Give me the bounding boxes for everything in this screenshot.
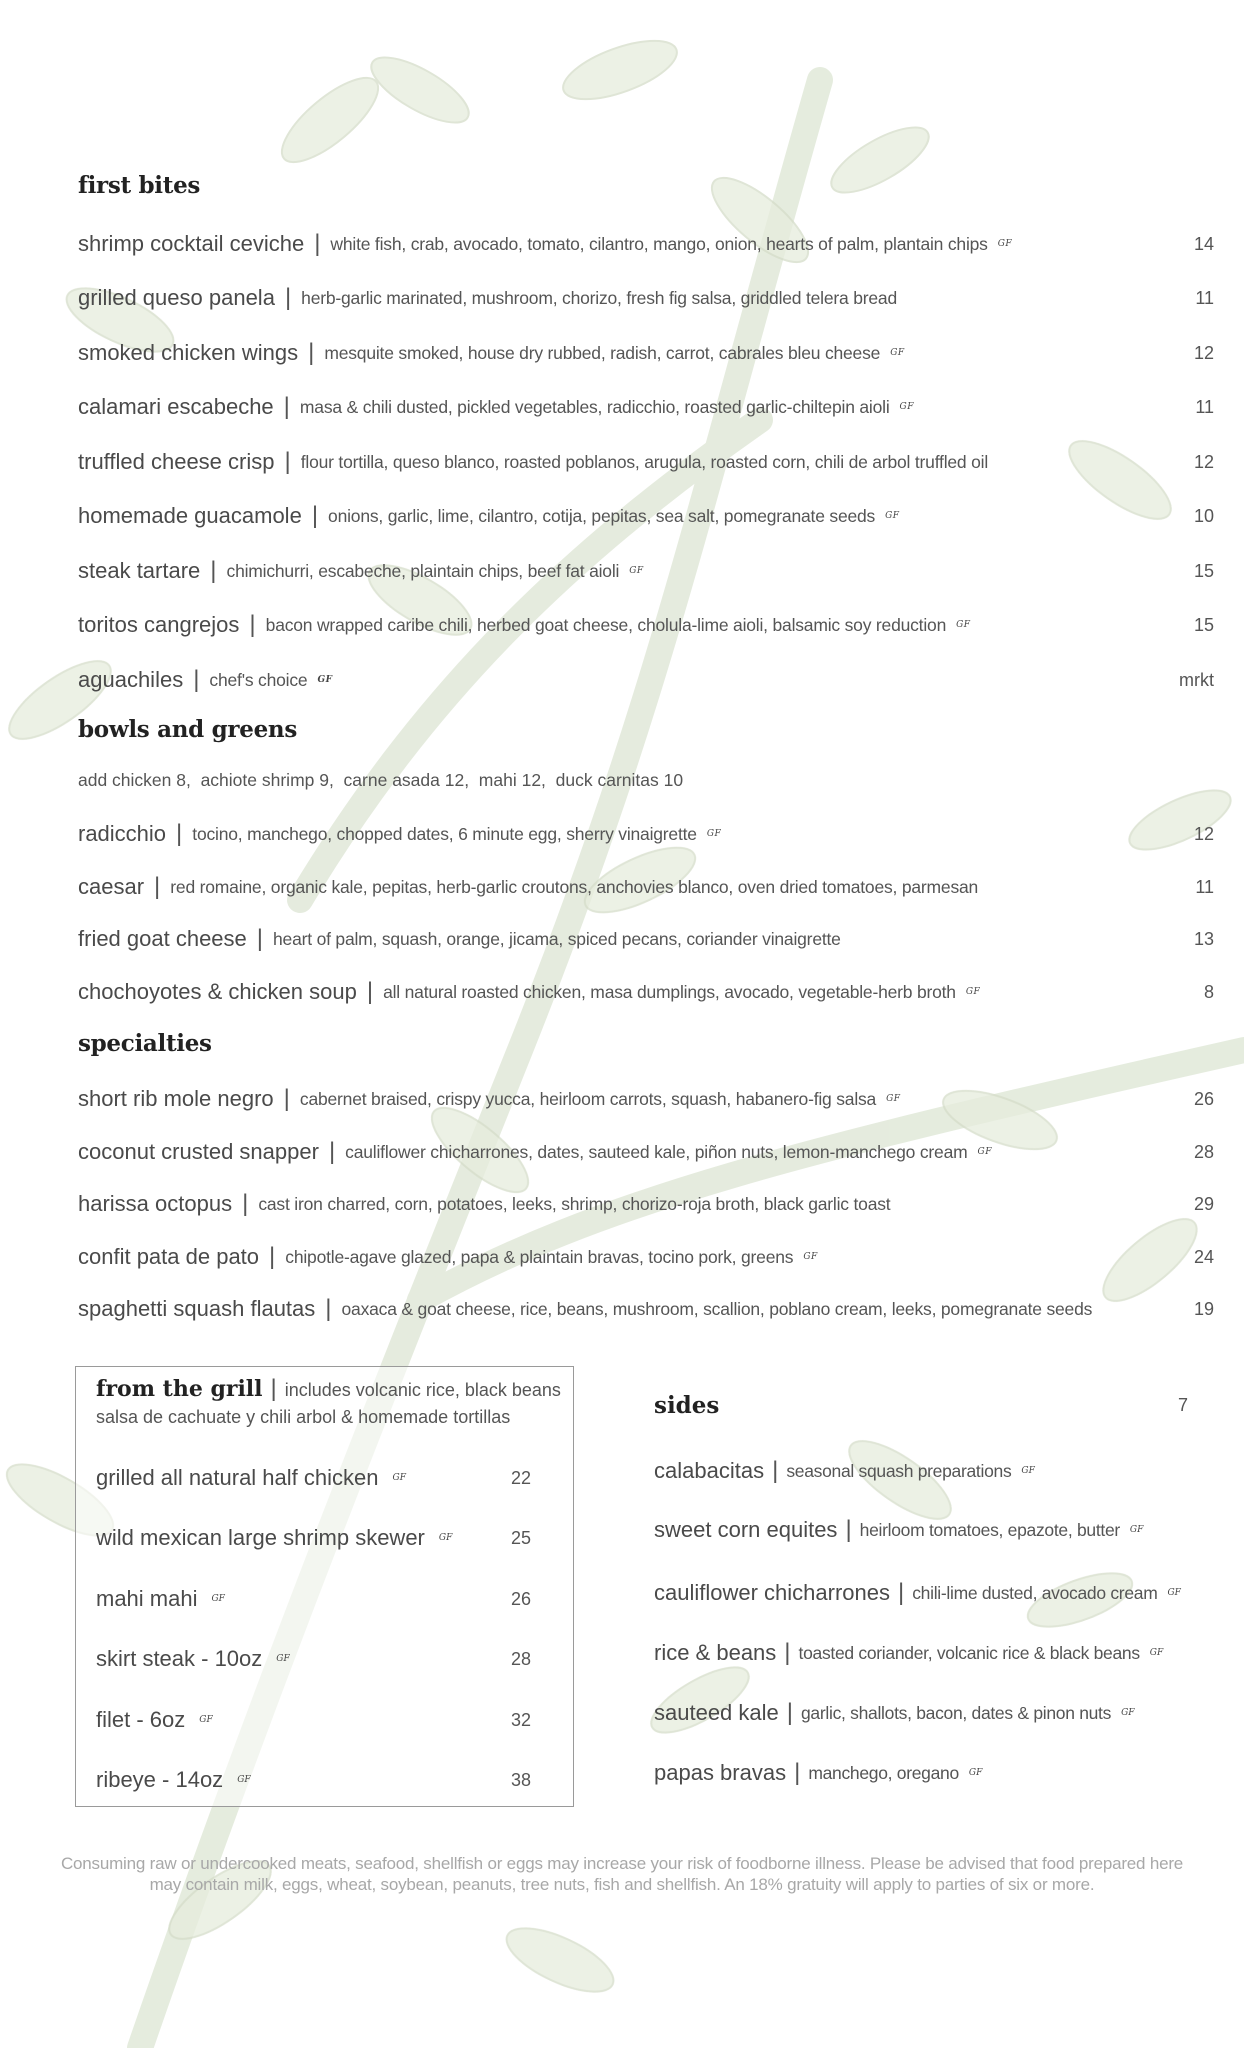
item-price: 28 bbox=[1193, 1141, 1214, 1162]
item-price: 12 bbox=[1193, 823, 1214, 844]
item-price: 15 bbox=[1193, 614, 1214, 635]
sides-heading: sides bbox=[654, 1392, 720, 1419]
item-price: 24 bbox=[1193, 1246, 1214, 1267]
item-description: chimichurri, escabeche, plaintain chips, beef fat aioli bbox=[226, 560, 620, 581]
menu-item bbox=[78, 335, 1214, 371]
item-description: manchego, oregano bbox=[808, 1762, 959, 1783]
gluten-free-mark: GF bbox=[956, 620, 971, 630]
grill-header bbox=[96, 1375, 561, 1403]
item-name: caesar bbox=[78, 874, 145, 899]
item-price: 14 bbox=[1193, 233, 1214, 254]
item-name: cauliflower chicharrones bbox=[654, 1580, 890, 1605]
item-description: chef's choice bbox=[209, 669, 308, 690]
separator: | bbox=[794, 1759, 801, 1786]
item-price: 26 bbox=[1193, 1088, 1214, 1109]
menu-item bbox=[78, 389, 1214, 425]
item-name: calamari escabeche bbox=[78, 394, 274, 419]
separator: | bbox=[283, 1085, 290, 1112]
gluten-free-mark: GF bbox=[968, 1768, 983, 1778]
item-name: fried goat cheese bbox=[78, 926, 247, 951]
item-price: 26 bbox=[510, 1588, 531, 1609]
item-name: chochoyotes & chicken soup bbox=[78, 979, 357, 1004]
separator: | bbox=[772, 1457, 779, 1484]
item-price: 29 bbox=[1193, 1193, 1214, 1214]
separator: | bbox=[270, 1375, 277, 1402]
from-the-grill-box bbox=[75, 1366, 574, 1807]
gluten-free-mark: GF bbox=[1021, 1466, 1035, 1476]
menu-item bbox=[78, 662, 1214, 698]
menu-item bbox=[78, 444, 1214, 480]
sides-price: 7 bbox=[1177, 1395, 1188, 1415]
item-description: herb-garlic marinated, mushroom, chorizo, fresh fig salsa, griddled telera bread bbox=[301, 287, 897, 308]
separator: | bbox=[308, 339, 315, 366]
gluten-free-mark: GF bbox=[1129, 1525, 1144, 1535]
separator: | bbox=[154, 873, 161, 900]
separator: | bbox=[242, 1190, 249, 1217]
gluten-free-mark: GF bbox=[997, 239, 1013, 249]
menu-item bbox=[78, 1291, 1214, 1327]
item-price: 13 bbox=[1193, 928, 1214, 949]
gluten-free-mark: GF bbox=[965, 987, 981, 997]
item-description: red romaine, organic kale, pepitas, herb-garlic croutons, anchovies blanco, oven dried tomatoes, parmesan bbox=[170, 876, 979, 897]
gluten-free-mark: GF bbox=[211, 1594, 225, 1604]
item-description: all natural roasted chicken, masa dumplings, avocado, vegetable-herb broth bbox=[383, 981, 956, 1002]
item-name: sweet corn equites bbox=[654, 1517, 838, 1542]
item-description: cabernet braised, crispy yucca, heirloom carrots, squash, habanero-fig salsa bbox=[299, 1088, 877, 1109]
gluten-free-mark: GF bbox=[1167, 1588, 1181, 1598]
menu-item bbox=[78, 607, 1214, 643]
item-name: homemade guacamole bbox=[78, 503, 302, 528]
grill-item bbox=[96, 1702, 531, 1738]
item-name: smoked chicken wings bbox=[78, 340, 299, 365]
item-price: 11 bbox=[1195, 287, 1214, 308]
item-price: 8 bbox=[1203, 981, 1214, 1002]
item-price: 19 bbox=[1193, 1298, 1214, 1319]
menu-item bbox=[78, 921, 1214, 957]
item-description: masa & chili dusted, pickled vegetables, radicchio, roasted garlic-chiltepin aioli bbox=[299, 396, 890, 417]
bowls-and-greens-heading: bowls and greens bbox=[78, 716, 297, 743]
item-price: 22 bbox=[510, 1467, 531, 1488]
add-ons-line: add chicken 8, achiote shrimp 9, carne asada 12, mahi 12, duck carnitas 10 bbox=[78, 770, 684, 790]
side-item bbox=[654, 1695, 1214, 1731]
menu-item bbox=[78, 1239, 1214, 1275]
separator: | bbox=[284, 448, 291, 475]
grill-includes-line-2: salsa de cachuate y chili arbol & homemade tortillas bbox=[96, 1407, 511, 1427]
item-description: onions, garlic, lime, cilantro, cotija, pepitas, sea salt, pomegranate seeds bbox=[328, 505, 876, 526]
item-description: chili-lime dusted, avocado cream bbox=[912, 1582, 1158, 1603]
gluten-free-mark: GF bbox=[1121, 1708, 1135, 1718]
item-description: heart of palm, squash, orange, jicama, spiced pecans, coriander vinaigrette bbox=[273, 928, 841, 949]
separator: | bbox=[176, 820, 183, 847]
grill-item bbox=[96, 1460, 531, 1496]
item-description: oaxaca & goat cheese, rice, beans, mushroom, scallion, poblano cream, leeks, pomegranate seeds bbox=[341, 1298, 1093, 1319]
item-description: tocino, manchego, chopped dates, 6 minute egg, sherry vinaigrette bbox=[192, 823, 697, 844]
item-price: 32 bbox=[510, 1709, 531, 1730]
item-name: mahi mahi bbox=[96, 1586, 198, 1611]
gluten-free-mark: GF bbox=[977, 1147, 992, 1157]
separator: | bbox=[328, 1138, 336, 1165]
grill-item bbox=[96, 1641, 531, 1677]
item-price: 15 bbox=[1193, 560, 1214, 581]
item-price: 28 bbox=[510, 1648, 531, 1669]
separator: | bbox=[269, 1243, 276, 1270]
item-description: heirloom tomatoes, epazote, butter bbox=[859, 1519, 1120, 1540]
gluten-free-mark: GF bbox=[885, 511, 900, 521]
gluten-free-mark: GF bbox=[706, 829, 722, 839]
item-name: grilled all natural half chicken bbox=[96, 1465, 379, 1490]
item-name: harissa octopus bbox=[78, 1191, 233, 1216]
item-price: 11 bbox=[1195, 396, 1214, 417]
gluten-free-mark: GF bbox=[317, 675, 333, 685]
item-price: 11 bbox=[1195, 876, 1214, 897]
item-description: cauliflower chicharrones, dates, sauteed kale, piñon nuts, lemon-manchego cream bbox=[345, 1141, 968, 1162]
item-name: wild mexican large shrimp skewer bbox=[96, 1525, 425, 1550]
item-price: 25 bbox=[510, 1527, 531, 1548]
item-name: truffled cheese crisp bbox=[78, 449, 275, 474]
gluten-free-mark: GF bbox=[199, 1715, 213, 1725]
menu-item bbox=[78, 816, 1214, 852]
separator: | bbox=[366, 978, 374, 1005]
gluten-free-mark: GF bbox=[890, 348, 905, 358]
gluten-free-mark: GF bbox=[237, 1775, 251, 1785]
gluten-free-mark: GF bbox=[1149, 1648, 1164, 1658]
item-description: flour tortilla, queso blanco, roasted poblanos, arugula, roasted corn, chili de arbol truffled oil bbox=[300, 451, 989, 472]
gluten-free-mark: GF bbox=[886, 1094, 901, 1104]
grill-item bbox=[96, 1581, 531, 1617]
separator: | bbox=[898, 1579, 905, 1606]
item-name: filet - 6oz bbox=[96, 1707, 186, 1732]
item-description: bacon wrapped caribe chili, herbed goat cheese, cholula-lime aioli, balsamic soy reduction bbox=[265, 614, 947, 635]
separator: | bbox=[284, 284, 292, 311]
menu-item bbox=[78, 498, 1214, 534]
separator: | bbox=[786, 1699, 793, 1726]
item-name: papas bravas bbox=[654, 1760, 787, 1785]
food-safety-disclaimer bbox=[40, 1853, 1204, 1895]
gluten-free-mark: GF bbox=[899, 402, 914, 412]
item-price: 38 bbox=[510, 1769, 531, 1790]
disclaimer-line-1: Consuming raw or undercooked meats, seafood, shellfish or eggs may increase your risk of foodborne illness. Please be advised that food prepared here bbox=[60, 1854, 1184, 1873]
separator: | bbox=[314, 230, 321, 257]
item-name: toritos cangrejos bbox=[78, 612, 240, 637]
gluten-free-mark: GF bbox=[276, 1654, 290, 1664]
item-name: steak tartare bbox=[78, 558, 201, 583]
grill-item bbox=[96, 1762, 531, 1798]
from-the-grill-heading: from the grill bbox=[96, 1376, 263, 1402]
item-description: toasted coriander, volcanic rice & black beans bbox=[798, 1642, 1140, 1663]
side-item bbox=[654, 1755, 1214, 1791]
item-name: short rib mole negro bbox=[78, 1086, 274, 1111]
side-item bbox=[654, 1453, 1214, 1489]
item-price: 10 bbox=[1193, 505, 1214, 526]
grill-includes: includes volcanic rice, black beans bbox=[284, 1380, 561, 1400]
separator: | bbox=[283, 393, 290, 420]
first-bites-heading: first bites bbox=[78, 172, 201, 199]
sides-header bbox=[654, 1392, 1188, 1419]
item-price: 12 bbox=[1193, 342, 1214, 363]
item-description: chipotle-agave glazed, papa & plaintain bravas, tocino pork, greens bbox=[285, 1246, 794, 1267]
menu-item bbox=[78, 1186, 1214, 1222]
separator: | bbox=[210, 557, 217, 584]
separator: | bbox=[249, 611, 256, 638]
item-description: white fish, crab, avocado, tomato, cilantro, mango, onion, hearts of palm, plantain chips bbox=[330, 233, 988, 254]
menu-item bbox=[78, 226, 1214, 262]
gluten-free-mark: GF bbox=[438, 1533, 453, 1543]
item-name: spaghetti squash flautas bbox=[78, 1296, 316, 1321]
item-description: mesquite smoked, house dry rubbed, radish, carrot, cabrales bleu cheese bbox=[324, 342, 881, 363]
separator: | bbox=[784, 1639, 791, 1666]
item-price: 12 bbox=[1193, 451, 1214, 472]
item-name: radicchio bbox=[78, 821, 167, 846]
side-item bbox=[654, 1635, 1214, 1671]
side-item bbox=[654, 1575, 1214, 1611]
gluten-free-mark: GF bbox=[629, 566, 644, 576]
menu-item bbox=[78, 974, 1214, 1010]
separator: | bbox=[256, 925, 264, 952]
disclaimer-line-2: may contain milk, eggs, wheat, soybean, peanuts, tree nuts, fish and shellfish. An 18% gratuity will apply to parties of six or more. bbox=[149, 1875, 1095, 1894]
item-description: seasonal squash preparations bbox=[786, 1460, 1012, 1481]
specialties-heading: specialties bbox=[78, 1030, 212, 1057]
menu-item bbox=[78, 280, 1214, 316]
side-item bbox=[654, 1512, 1214, 1548]
item-name: shrimp cocktail ceviche bbox=[78, 231, 305, 256]
gluten-free-mark: GF bbox=[392, 1473, 406, 1483]
grill-item bbox=[96, 1520, 531, 1556]
separator: | bbox=[325, 1295, 332, 1322]
item-name: confit pata de pato bbox=[78, 1244, 260, 1269]
separator: | bbox=[193, 666, 200, 693]
item-name: coconut crusted snapper bbox=[78, 1139, 319, 1164]
gluten-free-mark: GF bbox=[803, 1252, 818, 1262]
item-name: grilled queso panela bbox=[78, 285, 275, 310]
separator: | bbox=[311, 502, 319, 529]
item-name: calabacitas bbox=[654, 1458, 765, 1483]
menu-item bbox=[78, 553, 1214, 589]
item-name: sauteed kale bbox=[654, 1700, 779, 1725]
item-price: mrkt bbox=[1179, 669, 1214, 690]
item-description: garlic, shallots, bacon, dates & pinon nuts bbox=[801, 1702, 1112, 1723]
item-name: rice & beans bbox=[654, 1640, 777, 1665]
separator: | bbox=[845, 1516, 852, 1543]
item-name: skirt steak - 10oz bbox=[96, 1646, 263, 1671]
menu-item bbox=[78, 1134, 1214, 1170]
item-name: aguachiles bbox=[78, 667, 184, 692]
item-description: cast iron charred, corn, potatoes, leeks, shrimp, chorizo-roja broth, black garlic toast bbox=[258, 1193, 891, 1214]
menu-item bbox=[78, 869, 1214, 905]
menu-item bbox=[78, 1081, 1214, 1117]
item-name: ribeye - 14oz bbox=[96, 1767, 224, 1792]
